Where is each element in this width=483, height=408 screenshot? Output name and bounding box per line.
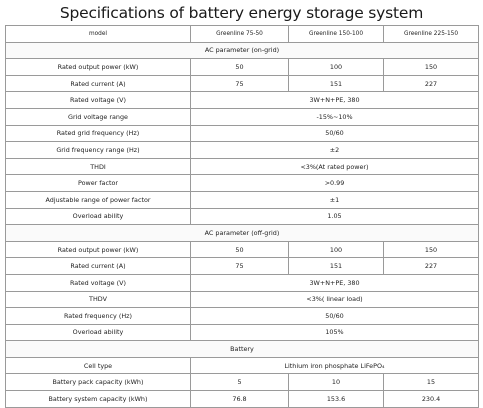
shared-value-cell: <3%(At rated power) [191, 158, 479, 175]
table-row [6, 158, 479, 175]
value-cell: 15 [384, 374, 479, 391]
section-title: Battery [6, 341, 479, 358]
value-cell: 5 [191, 374, 289, 391]
table-row [6, 108, 479, 125]
value-cell: 151 [289, 75, 384, 92]
table-row [6, 274, 479, 291]
parameter-label: Cell type [6, 357, 191, 374]
table-row [6, 142, 479, 159]
parameter-label: Adjustable range of power factor [6, 191, 191, 208]
parameter-label: Rated output power (kW) [6, 241, 191, 258]
parameter-label: THDV [6, 291, 191, 308]
table-row [6, 374, 479, 391]
value-cell: 10 [289, 374, 384, 391]
value-cell: 150 [384, 241, 479, 258]
table-row [6, 308, 479, 325]
shared-value-cell: 3W+N+PE, 380 [191, 274, 479, 291]
parameter-label: Rated frequency (Hz) [6, 308, 191, 325]
value-cell: 153.6 [289, 391, 384, 408]
value-cell: 150 [384, 59, 479, 76]
table-row [6, 391, 479, 408]
value-cell: 76.8 [191, 391, 289, 408]
document-title: Specifications of battery energy storage system [59, 4, 424, 22]
table-row [6, 59, 479, 76]
shared-value-cell: -15%~10% [191, 108, 479, 125]
parameter-label: Rated grid frequency (Hz) [6, 125, 191, 142]
value-cell: 230.4 [384, 391, 479, 408]
value-cell: 100 [289, 241, 384, 258]
value-cell: 100 [289, 59, 384, 76]
spec-table [5, 25, 479, 408]
section-row [6, 225, 479, 242]
shared-value-cell: 105% [191, 324, 479, 341]
shared-value-cell: 3W+N+PE, 380 [191, 92, 479, 109]
section-row [6, 42, 479, 59]
table-row [6, 357, 479, 374]
section-row [6, 341, 479, 358]
value-cell: 227 [384, 258, 479, 275]
value-cell: 50 [191, 59, 289, 76]
table-row [6, 175, 479, 192]
table-row [6, 291, 479, 308]
parameter-label: Overload ability [6, 324, 191, 341]
parameter-label: Battery pack capacity (kWh) [6, 374, 191, 391]
header-model-cell: model [6, 26, 191, 43]
parameter-label: Rated current (A) [6, 258, 191, 275]
value-cell: 75 [191, 75, 289, 92]
header-model-3-cell: Greenline 225-150 [384, 26, 479, 43]
table-row [6, 258, 479, 275]
shared-value-cell: 1.05 [191, 208, 479, 225]
shared-value-cell: 50/60 [191, 125, 479, 142]
section-title: AC parameter (off-grid) [6, 225, 479, 242]
shared-value-cell: 50/60 [191, 308, 479, 325]
parameter-label: THDI [6, 158, 191, 175]
table-row [6, 208, 479, 225]
table-row [6, 92, 479, 109]
parameter-label: Grid voltage range [6, 108, 191, 125]
value-cell: 151 [289, 258, 384, 275]
shared-value-cell: <3%( linear load) [191, 291, 479, 308]
value-cell: 75 [191, 258, 289, 275]
parameter-label: Rated output power (kW) [6, 59, 191, 76]
shared-value-cell: ±2 [191, 142, 479, 159]
spec-table-body [6, 26, 479, 408]
value-cell: 50 [191, 241, 289, 258]
table-row [6, 125, 479, 142]
parameter-label: Rated voltage (V) [6, 92, 191, 109]
table-row [6, 324, 479, 341]
parameter-label: Rated current (A) [6, 75, 191, 92]
table-row [6, 75, 479, 92]
table-row [6, 191, 479, 208]
value-cell: 227 [384, 75, 479, 92]
parameter-label: Grid frequency range (Hz) [6, 142, 191, 159]
header-model-1-cell: Greenline 75-50 [191, 26, 289, 43]
table-header-row [6, 26, 479, 43]
parameter-label: Battery system capacity (kWh) [6, 391, 191, 408]
parameter-label: Power factor [6, 175, 191, 192]
parameter-label: Overload ability [6, 208, 191, 225]
header-model-2-cell: Greenline 150-100 [289, 26, 384, 43]
shared-value-cell: ±1 [191, 191, 479, 208]
parameter-label: Rated voltage (V) [6, 274, 191, 291]
section-title: AC parameter (on-grid) [6, 42, 479, 59]
shared-value-cell: Lithium iron phosphate LiFePO₄ [191, 357, 479, 374]
shared-value-cell: >0.99 [191, 175, 479, 192]
table-row [6, 241, 479, 258]
